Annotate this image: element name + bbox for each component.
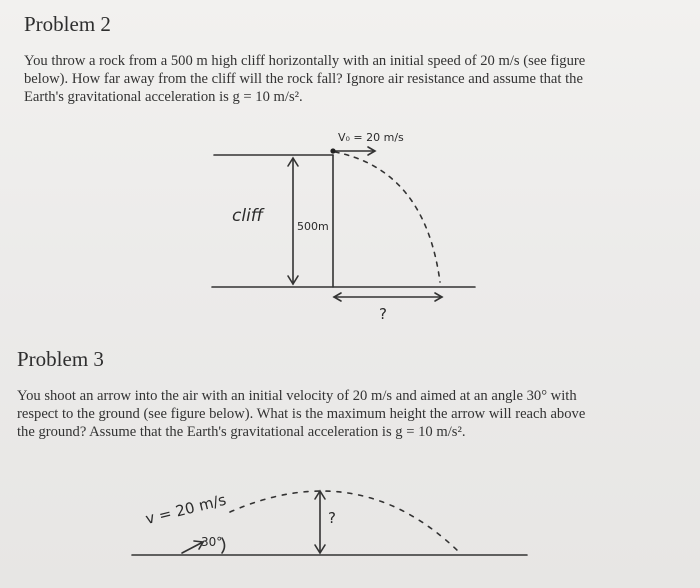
launch-angle-label: 30° — [201, 535, 223, 549]
problem-3-text-line: the ground? Assume that the Earth's gravitational acceleration is g = 10 m/s². — [17, 424, 466, 440]
problem-2-title: Problem 2 — [24, 12, 111, 36]
max-height-unknown-label: ? — [328, 509, 336, 527]
cliff-height-label: 500m — [297, 220, 329, 233]
problem-3-text-line: respect to the ground (see figure below). What is the maximum height the arrow will reach above — [17, 406, 586, 422]
problem-3-text-line: You shoot an arrow into the air with an initial velocity of 20 m/s and aimed at an angle 30° with — [17, 388, 577, 404]
rock-trajectory — [335, 152, 440, 282]
problem-3-text — [17, 387, 677, 441]
problem-2-text-line: Earth's gravitational acceleration is g = 10 m/s². — [24, 89, 303, 105]
rock-dot — [330, 148, 335, 153]
cliff-label: cliff — [232, 206, 264, 226]
distance-unknown-label: ? — [379, 305, 387, 323]
launch-velocity-label: v = 20 m/s — [143, 490, 228, 528]
problem-3-title: Problem 3 — [17, 347, 104, 371]
problem-2-text-line: below). How far away from the cliff will the rock fall? Ignore air resistance and assume that the — [24, 71, 583, 87]
arrow-trajectory — [230, 491, 460, 553]
angle-arc — [222, 538, 225, 553]
initial-velocity-label: V₀ = 20 m/s — [338, 131, 404, 144]
problem-2-text-line: You throw a rock from a 500 m high cliff horizontally with an initial speed of 20 m/s (see figure — [24, 53, 586, 69]
